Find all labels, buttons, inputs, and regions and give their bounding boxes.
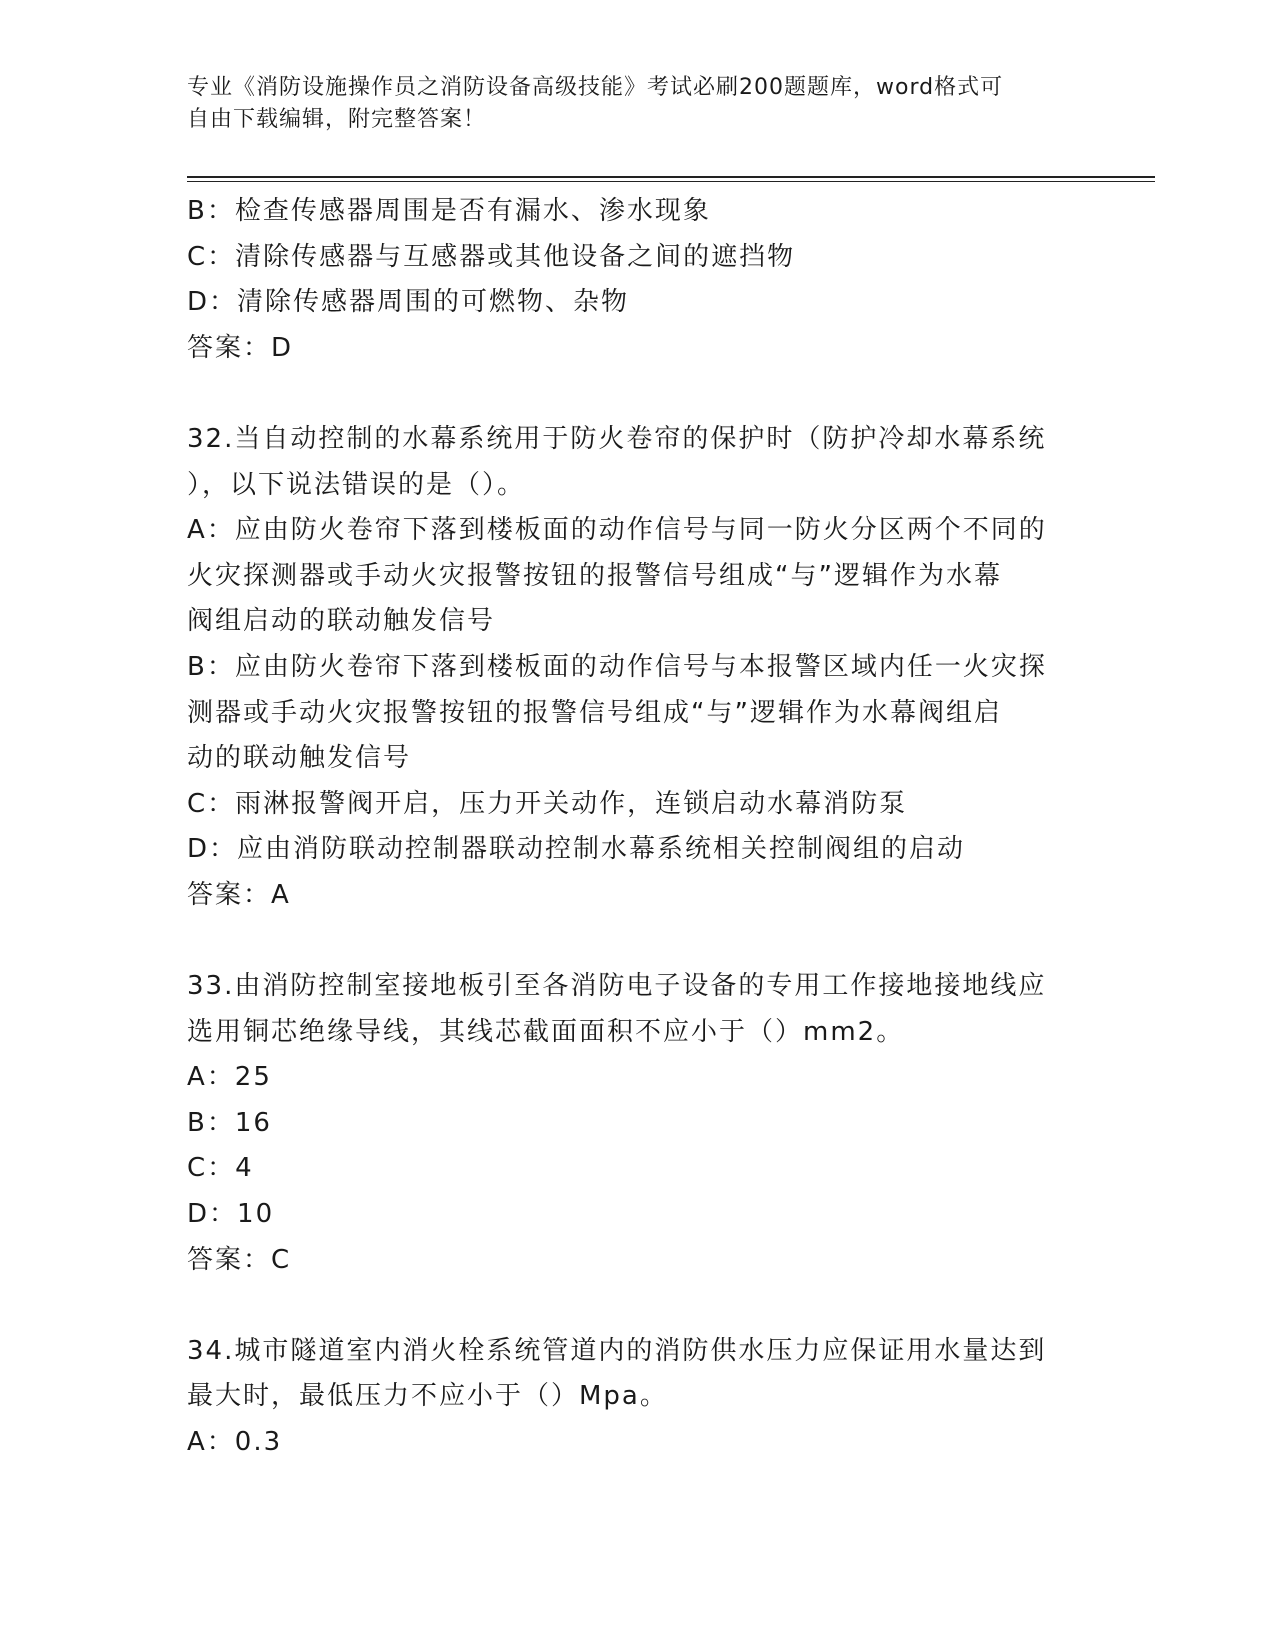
option-a: 火灾探测器或手动火灾报警按钮的报警信号组成“与”逻辑作为水幕 (187, 560, 1002, 591)
question-31-tail (187, 189, 1082, 371)
option-b: B：应由防火卷帘下落到楼板面的动作信号与本报警区域内任一火灾探 (187, 651, 1047, 682)
option-a: A：25 (187, 1062, 272, 1093)
option-b: B：16 (187, 1107, 272, 1138)
option-b: B：检查传感器周围是否有漏水、渗水现象 (187, 196, 711, 226)
option-b: 测器或手动火灾报警按钮的报警信号组成“与”逻辑作为水幕阀组启 (187, 697, 1002, 728)
option-a: A：应由防火卷帘下落到楼板面的动作信号与同一防火分区两个不同的 (187, 515, 1047, 546)
option-a: A：0.3 (187, 1427, 283, 1458)
option-b: 动的联动触发信号 (187, 743, 412, 774)
option-d: D：10 (187, 1199, 275, 1230)
spacer (187, 919, 1082, 965)
spacer (187, 371, 1082, 417)
question-stem: 选用铜芯绝缘导线，其线芯截面面积不应小于（）mm2。 (187, 1016, 905, 1047)
question-stem: 33.由消防控制室接地板引至各消防电子设备的专用工作接地接地线应 (187, 971, 1047, 1002)
question-stem: 34.城市隧道室内消火栓系统管道内的消防供水压力应保证用水量达到 (187, 1335, 1047, 1366)
header-divider-thin (187, 181, 1155, 182)
option-d: D：清除传感器周围的可燃物、杂物 (187, 287, 630, 318)
question-stem: 32.当自动控制的水幕系统用于防火卷帘的保护时（防护冷却水幕系统 (187, 423, 1047, 454)
question-stem: 最大时，最低压力不应小于（）Mpa。 (187, 1381, 668, 1412)
question-stem: ），以下说法错误的是（）。 (187, 469, 526, 500)
question-34 (187, 1329, 1082, 1466)
page-header (187, 72, 1067, 136)
answer: 答案：C (187, 1244, 292, 1275)
answer: 答案：A (187, 879, 291, 910)
header-divider (187, 176, 1155, 178)
question-32 (187, 417, 1082, 919)
option-c: C：4 (187, 1153, 254, 1184)
option-c: C：雨淋报警阀开启，压力开关动作，连锁启动水幕消防泵 (187, 788, 908, 819)
option-a: 阀组启动的联动触发信号 (187, 606, 496, 637)
document-body (187, 189, 1082, 1466)
header-title-line-1: 专业《消防设施操作员之消防设备高级技能》考试必刷200题题库，word格式可 (187, 75, 1004, 100)
spacer (187, 1283, 1082, 1329)
header-title-line-2: 自由下载编辑，附完整答案！ (187, 107, 487, 132)
option-d: D：应由消防联动控制器联动控制水幕系统相关控制阀组的启动 (187, 834, 966, 865)
question-33 (187, 964, 1082, 1283)
option-c: C：清除传感器与互感器或其他设备之间的遮挡物 (187, 241, 796, 272)
answer: 答案：D (187, 332, 294, 363)
